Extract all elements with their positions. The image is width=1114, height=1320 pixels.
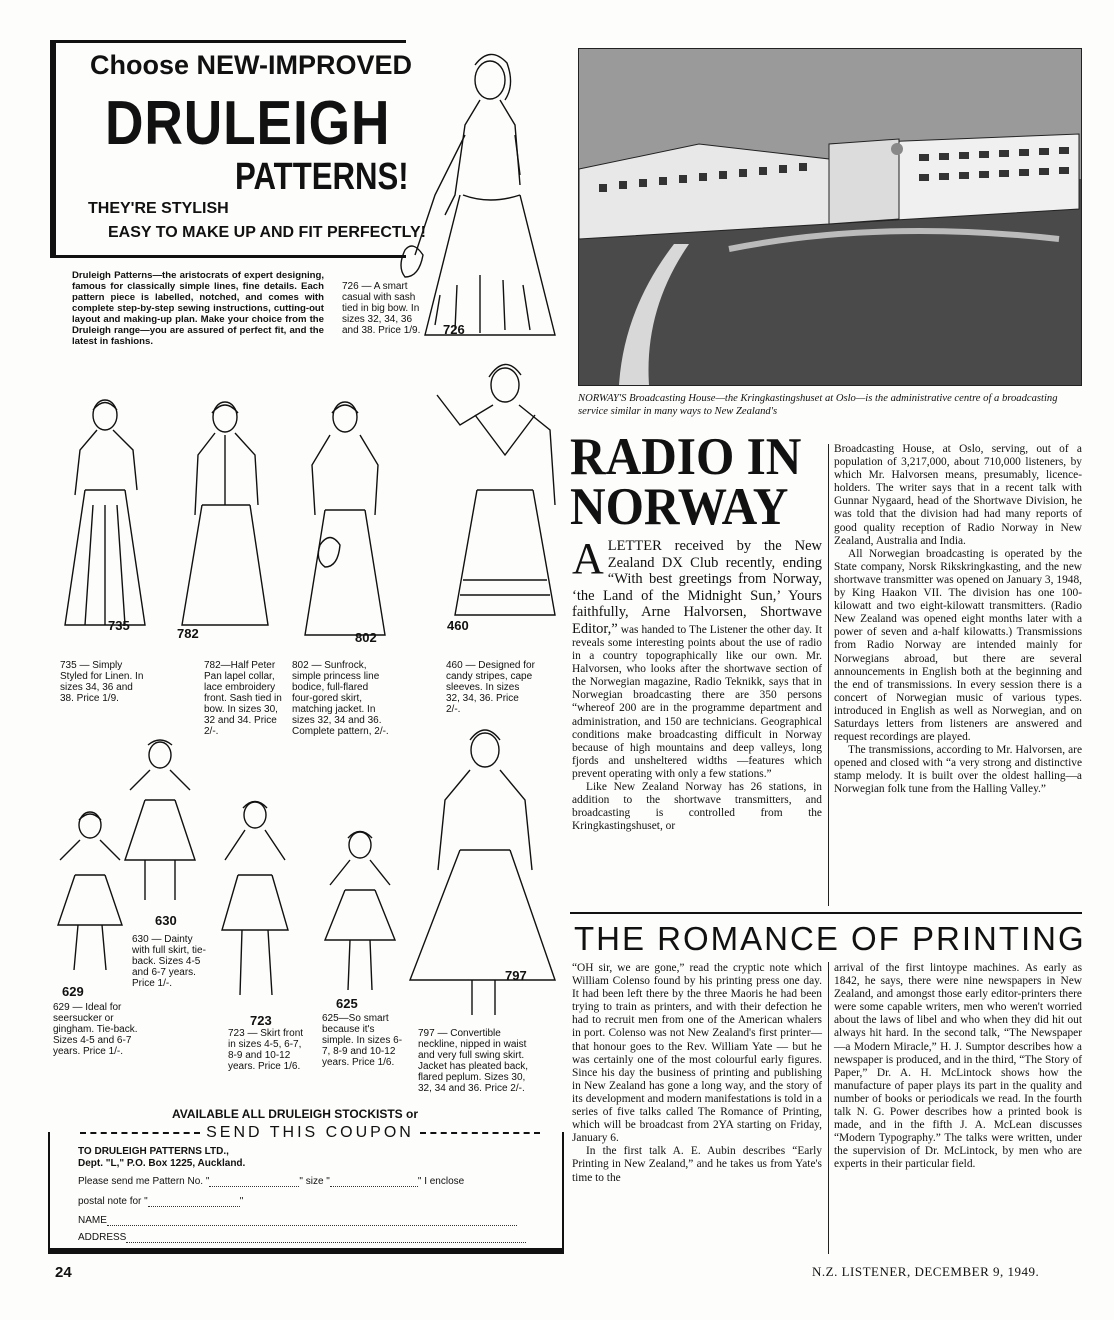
caption-726: 726 — A smart casual with sash tied in big bow. In sizes 32, 34, 36 and 38. Price 1/9. [342,281,421,336]
order-coupon [48,1132,564,1254]
radio-dropcap: A [572,534,604,583]
coupon-name-label: NAME [78,1215,107,1226]
radio-lead: LETTER received by the New Zealand DX Club recently, ending “With best greetings from Norway, ‘the Land of the Midnight Sun,’ Yours faithfully, Arne Halvorsen, Shortwave Editor,” [572,538,822,637]
number-726: 726 [443,322,465,337]
column-divider [828,444,829,906]
caption-735: 735 — Simply Styled for Linen. In sizes 34, 36 and 38. Price 1/9. [60,660,144,704]
size-field[interactable] [330,1176,418,1187]
radio-col1-text: was handed to The Listener the other day. It reveals some interesting points about the use of radio in a country topographically like our own. Mr. Halvorsen, who looks after the shortwave section of the Norwegian magazine, Radio Teknikk, says that in Norwegian broadcasting there are 350 persons “whereof 200 are in the programme department and administration, and 150 are technicians. Geographical conditions make broadcasting difficult in Norway because of high mountains and deep valleys, long fjords and unsheltered widths —features which prevent operating with only a few stations.” [572,623,822,780]
printing-col2-paragraph-1: arrival of the first lintoype machines. As early as 1842, he says, there were nine newspapers in New Zealand, and amongst those early editor-printers there were some capable writers, men who weren't worried about the laws of libel and who when they did hit out always hit hard. In the second talk, “The Newspaper—a Modern Miracle,” H. J. Sumptor describes how a newspaper is produced, and in the third, “The Story of Paper,” Dr. A. H. McLintock shows how the manufacture of paper plays its part in the quality and number of books or periodicals we read. In the fourth talk N. G. Power describes how a printed book is made, and in the fifth J. A. McLean discusses “Modern Typography.” The talks were written, under the supervision of Dr. McLintock, by men who are experts in their particular field. [834,962,1082,1171]
coupon-address-line [78,1232,526,1243]
figure-460-illustration [415,355,565,645]
radio-col2-paragraph-2: All Norwegian broadcasting is operated by the State company, Norsk Rikskringkasting, and the new shortwave transmitter was opened on January 3, 1948, by King Haakon VII. The division has one 100-kilowatt and two eight-kilowatt transmitters. (Radio New Zealand was opened eight months later with a power of seven and a-half kilowatts.) Transmissions from Radio Norway are intended mainly for Norwegians abroad, but there are several announcements in English both at the beginning and the end of transmissions. In every session there is a concert of Norwegian music of various types. introduced in English as well as Norwegian, and on Saturdays letters from listeners are answered and request recordings are played. [834,547,1082,744]
postal-note-field[interactable] [148,1196,240,1207]
figure-735-illustration [55,395,155,635]
number-630: 630 [155,913,177,928]
ad-easy-text: EASY TO MAKE UP AND FIT PERFECTLY! [108,224,426,241]
radio-headline-line1: RADIO IN [570,428,802,486]
coupon-postal-line [78,1196,243,1207]
caption-629: 629 — Ideal for seersucker or gingham. Tie-back. Sizes 4-5 and 6-7 years. Price 1/-. [53,1002,138,1057]
coupon-pattern-line [78,1176,464,1187]
coupon-please-label: Please send me Pattern No. " [78,1176,210,1187]
radio-headline-line2: NORWAY [570,478,789,536]
coupon-enclose-label: " I enclose [417,1176,465,1187]
number-735: 735 [108,618,130,633]
caption-625: 625—So smart because it's simple. In sizes 6-7, 8-9 and 10-12 years. Price 1/6. [322,1013,403,1068]
number-802: 802 [355,630,377,645]
ad-description: Druleigh Patterns—the aristocrats of expert designing, famous for classically simple lines, fine details. Each pattern piece is labelled, notched, and comes with complete step-by-step sewing instructions, cutting-out layout and making-up plan. Make your choice from the Druleigh range—you are assured of perfect fit, and the latest in fashions. [72,270,324,347]
figure-625-illustration [315,820,405,1000]
number-723: 723 [250,1013,272,1028]
coupon-name-line [78,1215,517,1226]
coupon-address-label: ADDRESS [78,1232,127,1243]
caption-460: 460 — Designed for candy stripes, cape sleeves. In sizes 32, 34, 36. Price 2/-. [446,660,535,715]
page-number: 24 [55,1264,72,1281]
radio-column-2 [834,443,1082,797]
coupon-title-text: SEND THIS COUPON [206,1124,414,1141]
radio-column-1 [572,534,822,833]
broadcasting-house-image [579,49,1081,385]
number-625: 625 [336,996,358,1011]
number-460: 460 [447,618,469,633]
figure-629-illustration [50,800,140,980]
ad-choose-text: Choose NEW-IMPROVED [90,50,412,80]
number-629: 629 [62,984,84,999]
printing-col1-paragraph-1: “OH sir, we are gone,” read the cryptic note which William Colenso found by his printing press one day. It had been left there by the three Maoris he had been trying to train as printers, and with their defection he had to recruit men from one of the American whalers in port. Colenso was not New Zealand's first printer—that honour goes to the Rev. William Yate — but he was certainly one of the most colourful early figures. Since his day the business of printing and publishing in New Zealand has gone a long way, and the story of its development and modern manifestations is told in a series of five talks called The Romance of Printing, which will be broadcast from 2YA starting on Friday, January 6. [572,962,822,1145]
figure-802-illustration [290,395,400,645]
coupon-postal-end: " [239,1196,244,1207]
publication-footer: N.Z. LISTENER, DECEMBER 9, 1949. [812,1264,1040,1279]
coupon-size-label: " size " [299,1176,330,1187]
broadcasting-house-photo [578,48,1082,386]
printing-col1-paragraph-2: In the first talk A. E. Aubin describes “Early Printing in New Zealand,” and he takes us from Yate's time to the [572,1145,822,1184]
ad-patterns-text: PATTERNS! [235,156,409,198]
radio-headline [570,428,802,536]
printing-column-1 [572,962,822,1185]
address-field[interactable] [126,1232,526,1243]
caption-782: 782—Half Peter Pan lapel collar, lace embroidery front. Sash tied in bow. In sizes 30, 32 and 34. Price 2/-. [204,660,282,737]
ad-brand-name: DRULEIGH [105,89,391,158]
available-stockists: AVAILABLE ALL DRULEIGH STOCKISTS or [172,1107,419,1121]
article-divider [570,912,1082,914]
radio-col2-paragraph-3: The transmissions, according to Mr. Halvorsen, are opened and closed with “a very strong and distinctive stamp melody. It is built over the oldest halling—a Norwegian folk tune from the Halling Valley.” [834,744,1082,796]
caption-723: 723 — Skirt front in sizes 4-5, 6-7, 8-9 and 10-12 years. Price 1/6. [228,1028,304,1072]
printing-column-divider [828,962,829,1254]
coupon-address-dept: Dept. "L," P.O. Box 1225, Auckland. [78,1158,246,1169]
radio-col2-paragraph-1: Broadcasting House, at Oslo, serving, out of a population of 3,217,000, about 710,000 listeners, by which Mr. Halvorsen means, presumably, licence-holders. The writer says that in a recent talk with Gunnar Nygaard, head of the Shortwave Division, he was told that the division had had many reports of good quality reception of Radio Norway in New Zealand, Australia and India. [834,443,1082,547]
photo-caption: NORWAY'S Broadcasting House—the Kringkastingshuset at Oslo—is the administrative centre of a broadcasting service similar in many ways to New Zealand's [578,393,1058,417]
figure-797-illustration [400,720,560,1020]
printing-column-2 [834,962,1082,1172]
caption-630: 630 — Dainty with full skirt, tie-back. Sizes 4-5 and 6-7 years. Price 1/-. [132,934,206,989]
radio-col1-paragraph-2: Like New Zealand Norway has 26 stations, in addition to the shortwave transmitters, and broadcasting is controlled from the Kringkastingshuset, or [572,781,822,833]
coupon-address-to: TO DRULEIGH PATTERNS LTD., [78,1146,229,1157]
coupon-postal-label: postal note for " [78,1196,148,1207]
pattern-number-field[interactable] [209,1176,299,1187]
figure-723-illustration [210,790,300,1010]
name-field[interactable] [107,1215,517,1226]
figure-782-illustration [170,395,280,635]
number-782: 782 [177,626,199,641]
caption-802: 802 — Sunfrock, simple princess line bodice, full-flared four-gored skirt, matching jacket. In sizes 32, 34 and 36. Complete pattern, 2/-. [292,660,389,737]
ad-stylish-text: THEY'RE STYLISH [88,200,229,217]
number-797: 797 [505,968,527,983]
printing-headline: THE ROMANCE OF PRINTING [574,920,1086,957]
caption-797: 797 — Convertible neckline, nipped in waist and very full swing skirt. Jacket has pleated back, flared peplum. Sizes 30, 32, 34 and 36. Price 2/-. [418,1028,529,1094]
